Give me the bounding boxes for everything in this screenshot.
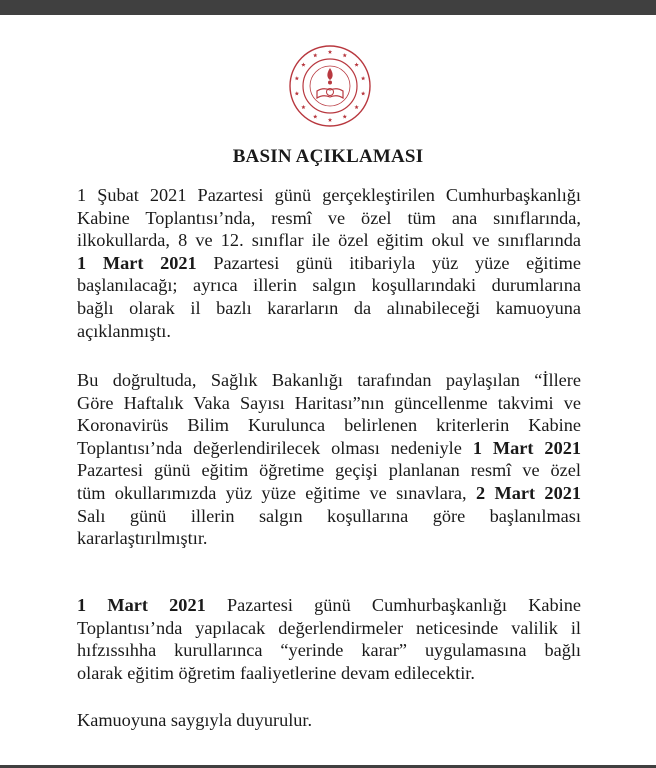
text-segment: açıklanmıştı. [77, 320, 171, 341]
text-line [77, 662, 581, 685]
text-line [77, 229, 581, 252]
text-line [77, 184, 581, 207]
text-segment: Göre Haftalık Vaka Sayısı Haritası”nın güncellenme takvimi ve [77, 392, 581, 413]
text-line [77, 459, 581, 482]
star-icon [354, 63, 358, 67]
star-icon [361, 76, 365, 80]
text-segment: Kabine Toplantısı’nda, resmî ve özel tüm ana sınıflarında, [77, 207, 581, 228]
text-line [77, 527, 581, 550]
text-line [77, 505, 581, 528]
text-line [77, 392, 581, 415]
text-segment: Pazartesi günü eğitim öğretime geçişi planlanan resmî ve özel [77, 460, 581, 481]
text-line [77, 414, 581, 437]
text-segment: Pazartesi günü Cumhurbaşkanlığı Kabine [205, 595, 581, 615]
text-line [77, 252, 581, 275]
ministry-seal-logo [288, 44, 372, 128]
text-segment: olarak eğitim öğretim faaliyetlerine devam edilecektir. [77, 662, 475, 683]
star-icon [295, 76, 299, 80]
text-segment: tüm okullarımızda yüz yüze eğitime ve sınavlara, [77, 482, 476, 503]
star-icon [313, 53, 317, 57]
text-line [77, 320, 581, 343]
bold-date: 1 Mart 2021 [77, 252, 197, 273]
text-segment: hıfzıssıhha kurullarınca “yerinde karar” uygulamasına bağlı [77, 640, 581, 661]
text-segment: Kamuoyuna saygıyla duyurulur. [77, 710, 313, 730]
star-icon [328, 118, 332, 122]
text-line [77, 617, 581, 640]
star-icon [343, 53, 347, 57]
bold-date: 2 Mart 2021 [475, 482, 581, 503]
text-segment: kararlaştırılmıştır. [77, 528, 208, 549]
top-bar [0, 0, 656, 15]
closing-paragraph [77, 709, 581, 732]
text-segment: bağlı olarak il bazlı kararların da alınabileceği kamuoyuna [77, 297, 581, 318]
text-segment: ilkokullarda, 8 ve 12. sınıflar ile özel eğitim okul ve sınıflarında [77, 230, 581, 251]
paragraph-1 [77, 184, 581, 342]
star-icon [354, 105, 358, 109]
text-segment: Toplantısı’nda değerlendirilecek olması nedeniyle [77, 437, 473, 458]
text-line [77, 482, 581, 505]
text-segment: Bu doğrultuda, Sağlık Bakanlığı tarafından paylaşılan “İllere [77, 370, 581, 390]
text-segment: başlanılacağı; ayrıca illerin salgın koşullarındaki durumlarına [77, 275, 581, 296]
star-icon [361, 91, 365, 95]
text-segment: Toplantısı’nda yapılacak değerlendirmeler neticesinde valilik il [77, 617, 581, 638]
text-line [77, 639, 581, 662]
star-icon [343, 114, 347, 118]
text-line [77, 207, 581, 230]
text-line [77, 709, 581, 732]
text-segment: Koronavirüs Bilim Kurulunca belirlenen kriterlerin Kabine [77, 415, 581, 436]
text-segment: Pazartesi günü itibariyla yüz yüze eğitime [196, 252, 581, 273]
bold-date: 1 Mart 2021 [472, 437, 581, 458]
text-line [77, 297, 581, 320]
bold-date: 1 Mart 2021 [77, 595, 206, 615]
paragraph-3 [77, 594, 581, 684]
star-icon [313, 114, 317, 118]
text-line [77, 594, 581, 617]
star-icon [301, 105, 305, 109]
text-segment: Salı günü illerin salgın koşullarına göre başlanılması [77, 505, 581, 526]
text-segment: 1 Şubat 2021 Pazartesi günü gerçekleştirilen Cumhurbaşkanlığı [77, 185, 581, 205]
star-icon [328, 50, 332, 54]
document-title: BASIN AÇIKLAMASI [232, 146, 424, 167]
star-icon [295, 91, 299, 95]
text-line [77, 369, 581, 392]
text-line [77, 437, 581, 460]
text-line [77, 274, 581, 297]
paragraph-2 [77, 369, 581, 550]
star-icon [301, 63, 305, 67]
